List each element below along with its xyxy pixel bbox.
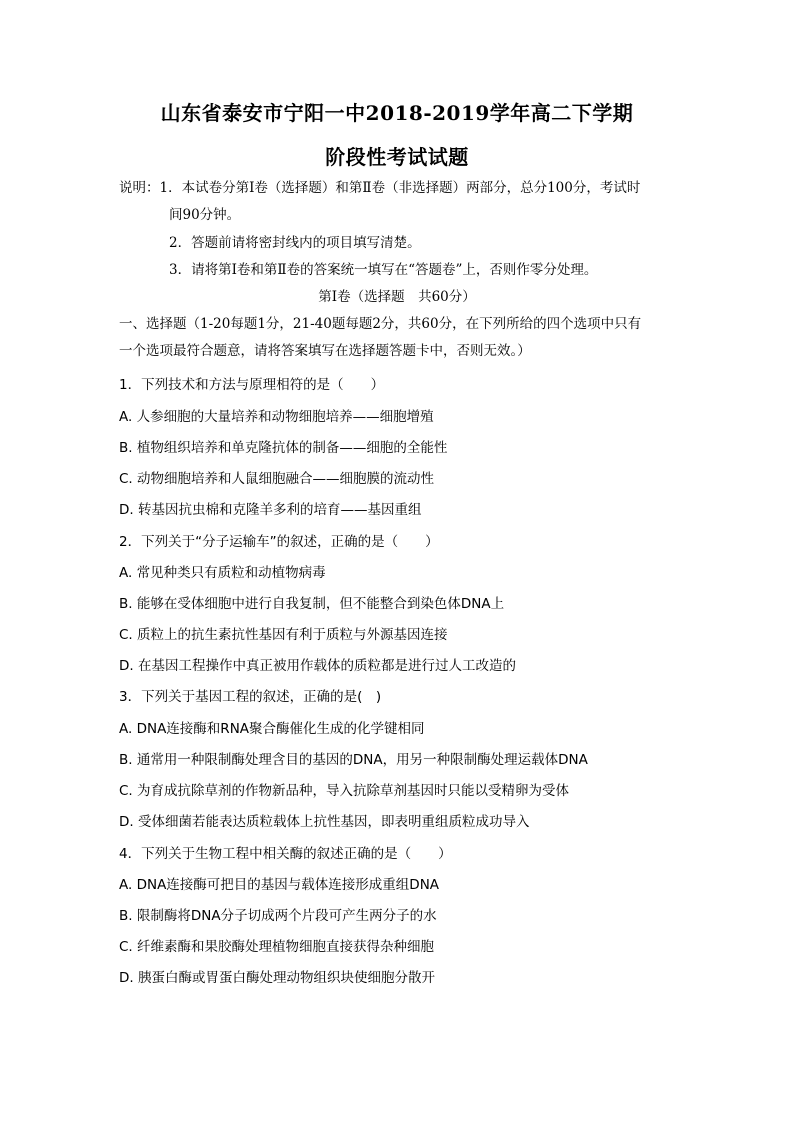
question-1-option-d: D. 转基因抗虫棉和克隆羊多利的培育——基因重组 [119,502,422,518]
question-4-option-d: D. 胰蛋白酶或胃蛋白酶处理动物组织块使细胞分散开 [119,970,435,986]
question-1-stem: 1．下列技术和方法与原理相符的是（ ） [119,377,385,393]
question-4-option-b: B. 限制酶将DNA分子切成两个片段可产生两分子的水 [119,908,437,924]
question-2-stem: 2．下列关于“分子运输车”的叙述，正确的是（ ） [119,534,439,550]
question-3-option-b: B. 通常用一种限制酶处理含目的基因的DNA，用另一种限制酶处理运载体DNA [119,752,588,768]
instruction-1: 说明：1．本试卷分第Ⅰ卷（选择题）和第Ⅱ卷（非选择题）两部分，总分100分，考试时 [119,180,641,196]
question-3-option-a: A. DNA连接酶和RNA聚合酶催化生成的化学键相同 [119,721,425,737]
instruction-2: 2．答题前请将密封线内的项目填写清楚。 [169,235,421,251]
question-2-option-c: C. 质粒上的抗生素抗性基因有利于质粒与外源基因连接 [119,627,448,643]
question-2-option-b: B. 能够在受体细胞中进行自我复制，但不能整合到染色体DNA上 [119,596,505,612]
question-4-option-a: A. DNA连接酶可把目的基因与载体连接形成重组DNA [119,877,440,893]
question-3-option-d: D. 受体细菌若能表达质粒载体上抗性基因，即表明重组质粒成功导入 [119,814,530,830]
section-description: 一、选择题（1-20每题1分，21-40题每题2分，共60分，在下列所给的四个选项中只有 [119,316,642,332]
question-1-option-c: C. 动物细胞培养和人鼠细胞融合——细胞膜的流动性 [119,471,435,487]
section-heading: 第Ⅰ卷（选择题 共60分） [318,289,476,305]
question-2-option-d: D. 在基因工程操作中真正被用作载体的质粒都是进行过人工改造的 [119,658,516,674]
exam-subtitle: 阶段性考试试题 [325,145,469,169]
question-3-stem: 3．下列关于基因工程的叙述，正确的是( ) [119,689,382,705]
instruction-1-continued: 间90分钟。 [169,207,241,223]
question-3-option-c: C. 为育成抗除草剂的作物新品种，导入抗除草剂基因时只能以受精卵为受体 [119,783,570,799]
instruction-3: 3．请将第Ⅰ卷和第Ⅱ卷的答案统一填写在“答题卷”上，否则作零分处理。 [169,262,598,278]
question-4-stem: 4．下列关于生物工程中相关酶的叙述正确的是（ ） [119,846,452,862]
exam-title: 山东省泰安市宁阳一中2018-2019学年高二下学期 [160,101,634,125]
question-1-option-a: A. 人参细胞的大量培养和动物细胞培养——细胞增殖 [119,409,434,425]
section-description-continued: 一个选项最符合题意，请将答案填写在选择题答题卡中，否则无效。） [119,343,531,359]
question-1-option-b: B. 植物组织培养和单克隆抗体的制备——细胞的全能性 [119,440,448,456]
question-2-option-a: A. 常见种类只有质粒和动植物病毒 [119,565,326,581]
question-4-option-c: C. 纤维素酶和果胶酶处理植物细胞直接获得杂种细胞 [119,939,435,955]
